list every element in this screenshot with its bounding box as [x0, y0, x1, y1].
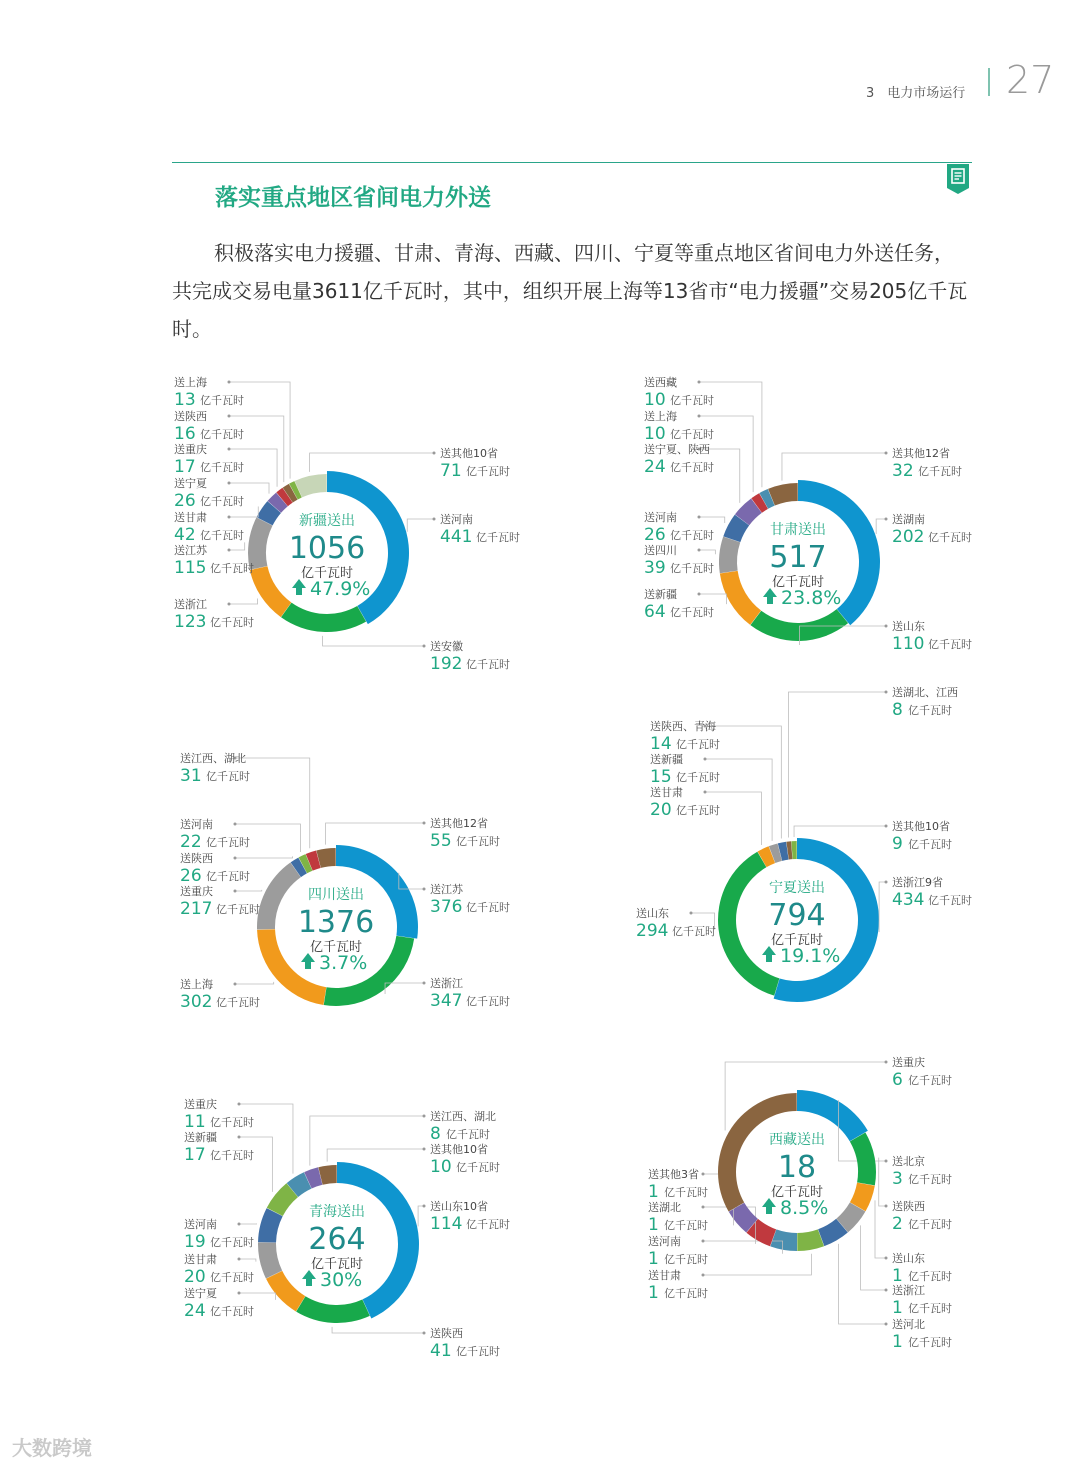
body-text: 积极落实电力援疆、甘肃、青海、西藏、四川、宁夏等重点地区省间电力外送任务，共完成交易电量3611亿千瓦时，其中，组织开展上海等13省市“电力援疆”交易205亿千瓦时。 [172, 241, 968, 341]
slice-unit: 亿千瓦时 [206, 836, 250, 849]
slice-unit: 亿千瓦时 [466, 995, 510, 1008]
slice-value: 16 [174, 424, 196, 444]
donut-slice [850, 1133, 876, 1186]
leader-line [703, 1254, 811, 1275]
slice-label: 送甘肃 [650, 786, 683, 799]
leader-dot [702, 1274, 705, 1277]
chart-title: 甘肃送出 [770, 522, 826, 538]
slice-label: 送重庆 [892, 1056, 925, 1069]
chart-total: 18 [777, 1150, 817, 1185]
slice-unit: 亿千瓦时 [670, 461, 714, 474]
leader-dot [885, 1160, 888, 1163]
donut-slice [719, 537, 740, 574]
slice-unit: 亿千瓦时 [676, 804, 720, 817]
leader-dot [690, 912, 693, 915]
chart-unit: 亿千瓦时 [771, 575, 825, 590]
leader-line [782, 453, 886, 481]
slice-unit: 亿千瓦时 [210, 1271, 254, 1284]
slice-label: 送新疆 [650, 753, 683, 766]
leader-dot [423, 982, 426, 985]
slice-value: 32 [892, 461, 914, 481]
leader-dot [423, 1205, 426, 1208]
slice-unit: 亿千瓦时 [210, 1305, 254, 1318]
leader-dot [238, 1136, 241, 1139]
slice-unit: 亿千瓦时 [664, 1186, 708, 1199]
slice-value: 26 [174, 491, 196, 511]
slice-unit: 亿千瓦时 [928, 638, 972, 651]
slice-label: 送四川 [644, 544, 677, 557]
slice-value: 13 [174, 390, 196, 410]
donut-slice [266, 1271, 305, 1312]
slice-label: 送河南 [648, 1235, 681, 1248]
leader-line [794, 826, 886, 837]
slice-value: 64 [644, 602, 666, 622]
slice-unit: 亿千瓦时 [466, 1218, 510, 1231]
leader-dot [698, 549, 701, 552]
leader-dot [423, 822, 426, 825]
chart-unit: 亿千瓦时 [300, 566, 354, 581]
growth-arrow-icon [301, 953, 315, 969]
section-title: 落实重点地区省间电力外送 [215, 185, 491, 211]
donut-slice [296, 1296, 370, 1323]
growth-arrow-icon [762, 946, 776, 962]
leader-line [239, 1104, 293, 1174]
leader-dot [885, 1323, 888, 1326]
header-section: 3 电力市场运行 [866, 86, 966, 101]
slice-label: 送宁夏、陕西 [644, 443, 710, 456]
slice-value: 114 [430, 1214, 463, 1234]
slice-unit: 亿千瓦时 [670, 394, 714, 407]
slice-label: 送陕西 [430, 1327, 463, 1340]
leader-dot [885, 625, 888, 628]
leader-line [385, 983, 424, 994]
slice-label: 送湖南 [892, 513, 925, 526]
slice-unit: 亿千瓦时 [210, 1236, 254, 1249]
slice-label: 送其他10省 [430, 1143, 488, 1156]
slice-value: 24 [644, 457, 666, 477]
slice-value: 376 [430, 897, 463, 917]
leader-line [239, 1259, 256, 1262]
slice-value: 2 [892, 1214, 903, 1234]
slice-value: 42 [174, 525, 196, 545]
leader-line [876, 519, 886, 534]
leader-dot [423, 1115, 426, 1118]
slice-label: 送浙江 [174, 598, 207, 611]
slice-label: 送其他10省 [892, 820, 950, 833]
slice-unit: 亿千瓦时 [908, 1218, 952, 1231]
slice-value: 1 [648, 1249, 659, 1269]
chart-total: 794 [768, 898, 826, 933]
slice-unit: 亿千瓦时 [476, 531, 520, 544]
leader-dot [698, 381, 701, 384]
slice-label: 送江苏 [430, 883, 463, 896]
slice-label: 送西藏 [644, 376, 677, 389]
leader-dot [433, 518, 436, 521]
leader-line [323, 636, 424, 646]
slice-value: 10 [644, 424, 666, 444]
leader-dot [423, 645, 426, 648]
slice-value: 39 [644, 558, 666, 578]
slice-label: 送宁夏 [174, 477, 207, 490]
slice-unit: 亿千瓦时 [210, 1116, 254, 1129]
slice-unit: 亿千瓦时 [670, 606, 714, 619]
leader-dot [234, 983, 237, 986]
slice-label: 送陕西 [180, 852, 213, 865]
slice-unit: 亿千瓦时 [200, 428, 244, 441]
slice-unit: 亿千瓦时 [928, 894, 972, 907]
growth-arrow-icon [302, 1270, 316, 1286]
leader-dot [698, 415, 701, 418]
slice-label: 送其他12省 [430, 817, 488, 830]
slice-unit: 亿千瓦时 [216, 996, 260, 1009]
leader-dot [228, 415, 231, 418]
slice-value: 294 [636, 921, 669, 941]
slice-label: 送河南 [180, 818, 213, 831]
donut-slice [257, 863, 301, 930]
slice-unit: 亿千瓦时 [206, 870, 250, 883]
leader-line [699, 550, 715, 554]
leader-dot [704, 791, 707, 794]
slice-value: 1 [892, 1298, 903, 1318]
slice-value: 24 [184, 1301, 206, 1321]
slice-value: 202 [892, 527, 925, 547]
donut-slice [720, 571, 761, 625]
leader-dot [885, 518, 888, 521]
leader-line [229, 542, 245, 550]
leader-line [235, 982, 274, 984]
slice-value: 20 [184, 1267, 206, 1287]
slice-label: 送上海 [174, 376, 207, 389]
slice-label: 送甘肃 [184, 1253, 217, 1266]
slice-label: 送河北 [892, 1318, 925, 1331]
slice-label: 送宁夏 [184, 1287, 217, 1300]
slice-unit: 亿千瓦时 [210, 616, 254, 629]
chart-total: 264 [308, 1222, 366, 1257]
slice-label: 送北京 [892, 1155, 925, 1168]
slice-label: 送陕西 [174, 410, 207, 423]
slice-unit: 亿千瓦时 [210, 562, 254, 575]
slice-unit: 亿千瓦时 [446, 1128, 490, 1141]
slice-label: 送重庆 [180, 885, 213, 898]
leader-dot [885, 1289, 888, 1292]
slice-label: 送浙江9省 [892, 876, 943, 889]
slice-label: 送陕西 [892, 1200, 925, 1213]
chart-growth: 30% [320, 1269, 363, 1291]
chart-total: 1376 [297, 905, 375, 940]
chart-unit: 亿千瓦时 [770, 1185, 824, 1200]
slice-unit: 亿千瓦时 [216, 903, 260, 916]
slice-value: 41 [430, 1341, 452, 1361]
leader-line [699, 517, 725, 523]
chart-growth: 47.9% [310, 578, 371, 600]
slice-value: 123 [174, 612, 207, 632]
leader-line [407, 519, 434, 532]
slice-value: 31 [180, 766, 202, 786]
slice-value: 10 [644, 390, 666, 410]
slice-unit: 亿千瓦时 [908, 1302, 952, 1315]
slice-unit: 亿千瓦时 [908, 1173, 952, 1186]
leader-dot [423, 1148, 426, 1151]
slice-unit: 亿千瓦时 [206, 770, 250, 783]
slice-label: 送江苏 [174, 544, 207, 557]
slice-label: 送甘肃 [648, 1269, 681, 1282]
chart-unit: 亿千瓦时 [310, 1257, 364, 1272]
leader-line [879, 1158, 886, 1206]
slice-unit: 亿千瓦时 [670, 529, 714, 542]
slice-unit: 亿千瓦时 [676, 738, 720, 751]
chart-title: 新疆送出 [299, 513, 355, 529]
slice-label: 送山东 [892, 1252, 925, 1265]
slice-value: 217 [180, 899, 213, 919]
slice-unit: 亿千瓦时 [908, 1074, 952, 1087]
chart-growth: 19.1% [780, 945, 841, 967]
donut-slice [250, 566, 291, 617]
leader-line [839, 1244, 887, 1324]
slice-unit: 亿千瓦时 [456, 1345, 500, 1358]
donut-slice [281, 603, 366, 632]
slice-unit: 亿千瓦时 [664, 1219, 708, 1232]
slice-unit: 亿千瓦时 [928, 531, 972, 544]
chart-unit: 亿千瓦时 [309, 940, 363, 955]
slice-value: 1 [892, 1332, 903, 1352]
slice-value: 71 [440, 461, 462, 481]
slice-label: 送安徽 [430, 640, 463, 653]
slice-unit: 亿千瓦时 [670, 428, 714, 441]
slice-value: 19 [184, 1232, 206, 1252]
slice-label: 送重庆 [184, 1098, 217, 1111]
watermark: 大数跨境 [12, 1436, 92, 1460]
slice-label: 送江西、湖北 [430, 1110, 496, 1123]
growth-arrow-icon [763, 588, 777, 604]
leader-dot [885, 452, 888, 455]
slice-value: 9 [892, 834, 903, 854]
slice-value: 1 [892, 1266, 903, 1286]
slice-label: 送上海 [644, 410, 677, 423]
slice-label: 送江西、湖北 [180, 752, 246, 765]
leader-dot [238, 1292, 241, 1295]
slice-unit: 亿千瓦时 [200, 495, 244, 508]
slice-unit: 亿千瓦时 [676, 771, 720, 784]
slice-value: 17 [174, 457, 196, 477]
slice-value: 347 [430, 991, 463, 1011]
chart-growth: 23.8% [781, 587, 842, 609]
slice-value: 11 [184, 1112, 206, 1132]
page-number: 27 [1006, 58, 1055, 102]
leader-dot [423, 1332, 426, 1335]
leader-dot [238, 1258, 241, 1261]
slice-value: 17 [184, 1145, 206, 1165]
slice-unit: 亿千瓦时 [456, 835, 500, 848]
chart-growth: 3.7% [319, 952, 368, 974]
slice-value: 302 [180, 992, 213, 1012]
leader-line [705, 792, 761, 845]
slice-value: 20 [650, 800, 672, 820]
slice-value: 8 [430, 1124, 441, 1144]
leader-line [875, 1200, 886, 1258]
slice-value: 26 [644, 525, 666, 545]
leader-dot [885, 1257, 888, 1260]
slice-label: 送甘肃 [174, 511, 207, 524]
slice-value: 434 [892, 890, 925, 910]
leader-line [239, 1223, 257, 1224]
leader-dot [238, 1103, 241, 1106]
leader-dot [423, 888, 426, 891]
leader-dot [704, 758, 707, 761]
chart-growth: 8.5% [780, 1197, 829, 1219]
slice-unit: 亿千瓦时 [672, 925, 716, 938]
slice-label: 送河南 [440, 513, 473, 526]
slice-label: 送新疆 [184, 1131, 217, 1144]
slice-label: 送陕西、青海 [650, 720, 716, 733]
slice-label: 送山东 [636, 907, 669, 920]
slice-label: 送浙江 [892, 1284, 925, 1297]
leader-dot [885, 881, 888, 884]
leader-dot [228, 603, 231, 606]
slice-unit: 亿千瓦时 [664, 1253, 708, 1266]
slice-value: 3 [892, 1169, 903, 1189]
slice-label: 送山东 [892, 620, 925, 633]
leader-dot [234, 890, 237, 893]
slice-unit: 亿千瓦时 [200, 529, 244, 542]
leader-dot [885, 825, 888, 828]
leader-dot [698, 593, 701, 596]
slice-value: 1 [648, 1182, 659, 1202]
leader-line [326, 823, 424, 845]
chart-title: 四川送出 [308, 887, 364, 903]
slice-value: 441 [440, 527, 473, 547]
slice-unit: 亿千瓦时 [908, 1270, 952, 1283]
leader-line [239, 1137, 272, 1192]
slice-label: 送山东10省 [430, 1200, 488, 1213]
leader-dot [698, 516, 701, 519]
chart-total: 517 [769, 540, 827, 575]
slice-label: 送新疆 [644, 588, 677, 601]
slice-unit: 亿千瓦时 [908, 1336, 952, 1349]
chart-title: 青海送出 [309, 1204, 365, 1220]
leader-line [332, 1327, 424, 1333]
slice-unit: 亿千瓦时 [466, 658, 510, 671]
leader-dot [228, 482, 231, 485]
leader-dot [885, 691, 888, 694]
chart-unit: 亿千瓦时 [770, 933, 824, 948]
slice-value: 110 [892, 634, 925, 654]
slice-value: 192 [430, 654, 463, 674]
slice-unit: 亿千瓦时 [664, 1287, 708, 1300]
leader-dot [885, 1061, 888, 1064]
slice-value: 55 [430, 831, 452, 851]
slice-unit: 亿千瓦时 [200, 461, 244, 474]
slice-unit: 亿千瓦时 [908, 704, 952, 717]
slice-unit: 亿千瓦时 [200, 394, 244, 407]
growth-arrow-icon [292, 579, 306, 595]
slice-value: 8 [892, 700, 903, 720]
slice-value: 15 [650, 767, 672, 787]
slice-label: 送河南 [644, 511, 677, 524]
chart-title: 西藏送出 [769, 1132, 825, 1148]
leader-line [229, 506, 258, 517]
slice-unit: 亿千瓦时 [466, 901, 510, 914]
slice-label: 送重庆 [174, 443, 207, 456]
leader-dot [885, 1205, 888, 1208]
leader-dot [234, 857, 237, 860]
slice-value: 1 [648, 1215, 659, 1235]
slice-value: 10 [430, 1157, 452, 1177]
leader-line [229, 598, 258, 604]
leader-dot [702, 1173, 705, 1176]
leader-dot [228, 381, 231, 384]
slice-label: 送上海 [180, 978, 213, 991]
leader-line [235, 856, 292, 858]
leader-dot [702, 1206, 705, 1209]
slice-value: 22 [180, 832, 202, 852]
leader-line [327, 1149, 424, 1162]
chart-title: 宁夏送出 [769, 880, 825, 896]
leader-dot [234, 823, 237, 826]
slice-unit: 亿千瓦时 [918, 465, 962, 478]
leader-line [879, 882, 886, 932]
growth-arrow-icon [762, 1198, 776, 1214]
slice-label: 送其他3省 [648, 1168, 699, 1181]
leader-line [699, 449, 740, 503]
slice-value: 6 [892, 1070, 903, 1090]
slice-label: 送其他10省 [440, 447, 498, 460]
leader-line [418, 1206, 424, 1226]
slice-label: 送湖北 [648, 1201, 681, 1214]
slice-label: 送河南 [184, 1218, 217, 1231]
slice-value: 115 [174, 558, 207, 578]
leader-dot [228, 448, 231, 451]
chart-total: 1056 [288, 531, 366, 566]
slice-unit: 亿千瓦时 [466, 465, 510, 478]
slice-unit: 亿千瓦时 [908, 838, 952, 851]
leader-line [699, 594, 726, 604]
leader-dot [433, 452, 436, 455]
slice-label: 送其他12省 [892, 447, 950, 460]
leader-line [239, 1293, 276, 1300]
leader-dot [228, 516, 231, 519]
slice-value: 14 [650, 734, 672, 754]
leader-line [788, 692, 886, 837]
leader-line [229, 483, 269, 494]
leader-line [310, 453, 434, 472]
slice-unit: 亿千瓦时 [210, 1149, 254, 1162]
leader-dot [228, 549, 231, 552]
leader-line [235, 890, 262, 891]
slice-unit: 亿千瓦时 [670, 562, 714, 575]
leader-dot [238, 1223, 241, 1226]
slice-unit: 亿千瓦时 [456, 1161, 500, 1174]
slice-label: 送湖北、江西 [892, 686, 958, 699]
leader-dot [702, 1240, 705, 1243]
slice-label: 送浙江 [430, 977, 463, 990]
slice-value: 1 [648, 1283, 659, 1303]
slice-value: 26 [180, 866, 202, 886]
